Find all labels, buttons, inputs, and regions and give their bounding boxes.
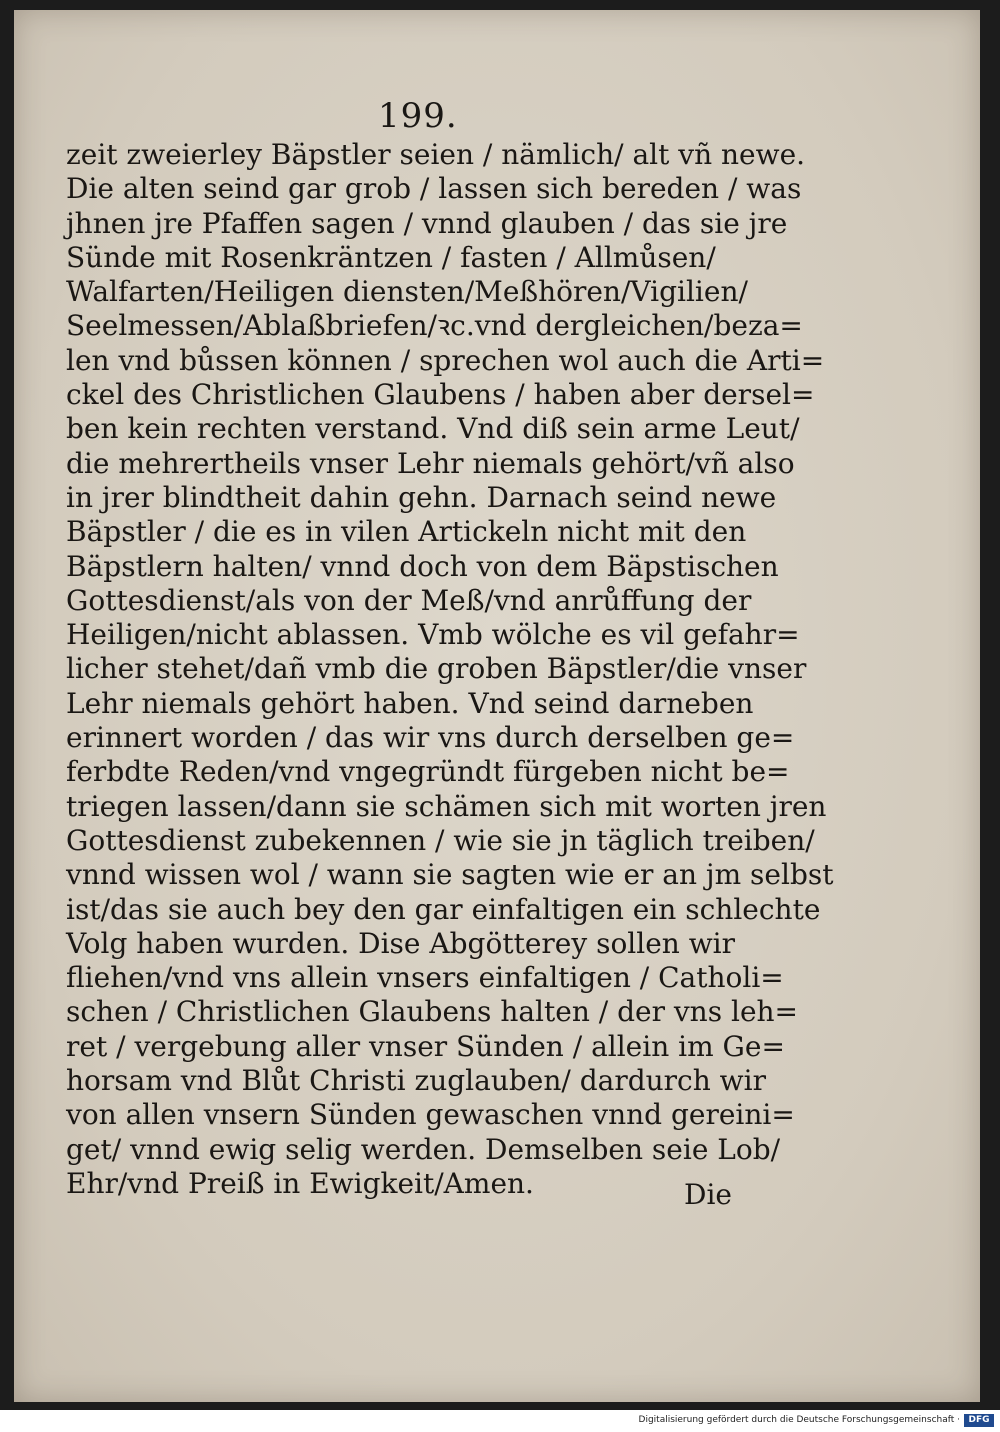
text-line: ben kein rechten verstand. Vnd diß sein arme Leut/ — [66, 412, 800, 446]
text-line: Walfarten/Heiligen diensten/Meßhören/Vigilien/ — [66, 275, 748, 309]
catchword: Die — [684, 1178, 732, 1211]
text-line: Seelmessen/Ablaßbriefen/ꝛc.vnd dergleichen/beza= — [66, 309, 803, 343]
text-line: Lehr niemals gehört haben. Vnd seind darneben — [66, 686, 754, 720]
text-line: erinnert worden / das wir vns durch derselben ge= — [66, 721, 795, 755]
text-line: ret / vergebung aller vnser Sünden / allein im Ge= — [66, 1029, 785, 1063]
footer-bar — [0, 1410, 1000, 1432]
text-line: Gottesdienst zubekennen / wie sie jn täglich treiben/ — [66, 823, 815, 857]
text-line: horsam vnd Blůt Christi zuglauben/ dardurch wir — [66, 1064, 766, 1098]
text-line: ckel des Christlichen Glaubens / haben aber dersel= — [66, 378, 815, 412]
text-line: in jrer blindtheit dahin gehn. Darnach seind newe — [66, 480, 777, 514]
text-line: Gottesdienst/als von der Meß/vnd anrůffung der — [66, 583, 752, 617]
text-line: schen / Christlichen Glaubens halten / der vns leh= — [66, 995, 799, 1029]
text-line: len vnd bůssen können / sprechen wol auch die Arti= — [66, 343, 825, 377]
text-line: fliehen/vnd vns allein vnsers einfaltigen / Catholi= — [66, 961, 784, 995]
text-line: Sünde mit Rosenkräntzen / fasten / Allmůsen/ — [66, 240, 716, 274]
text-line: zeit zweierley Bäpstler seien / nämlich/ alt vñ newe. — [66, 138, 806, 171]
body-text — [66, 138, 834, 1201]
text-line: von allen vnsern Sünden gewaschen vnnd gereini= — [66, 1098, 795, 1132]
text-line: Bäpstler / die es in vilen Artickeln nicht mit den — [66, 515, 747, 549]
text-line: triegen lassen/dann sie schämen sich mit worten jren — [66, 789, 827, 823]
text-line: get/ vnnd ewig selig werden. Demselben seie Lob/ — [66, 1132, 781, 1166]
funding-credit: Digitalisierung gefördert durch die Deutsche Forschungsgemeinschaft · — [638, 1415, 960, 1425]
text-line: licher stehet/dañ vmb die groben Bäpstler/die vnser — [66, 652, 807, 686]
text-line: die mehrertheils vnser Lehr niemals gehört/vñ also — [66, 446, 795, 480]
text-line: vnnd wissen wol / wann sie sagten wie er an jm selbst — [66, 858, 834, 892]
dfg-logo[interactable]: DFG — [964, 1414, 994, 1427]
text-line: ferbdte Reden/vnd vngegründt fürgeben nicht be= — [66, 755, 790, 789]
text-line: Ehr/vnd Preiß in Ewigkeit/Amen. — [66, 1166, 534, 1200]
page-number: 199. — [378, 96, 458, 136]
text-line: Bäpstlern halten/ vnnd doch von dem Bäpstischen — [66, 549, 779, 583]
text-line: jhnen jre Pfaffen sagen / vnnd glauben / das sie jre — [66, 206, 788, 240]
text-line: Heiligen/nicht ablassen. Vmb wölche es vil gefahr= — [66, 618, 800, 652]
text-line: Volg haben wurden. Dise Abgötterey sollen wir — [66, 926, 736, 960]
text-line: ist/das sie auch bey den gar einfaltigen ein schlechte — [66, 892, 821, 926]
text-line: Die alten seind gar grob / lassen sich bereden / was — [66, 172, 802, 206]
